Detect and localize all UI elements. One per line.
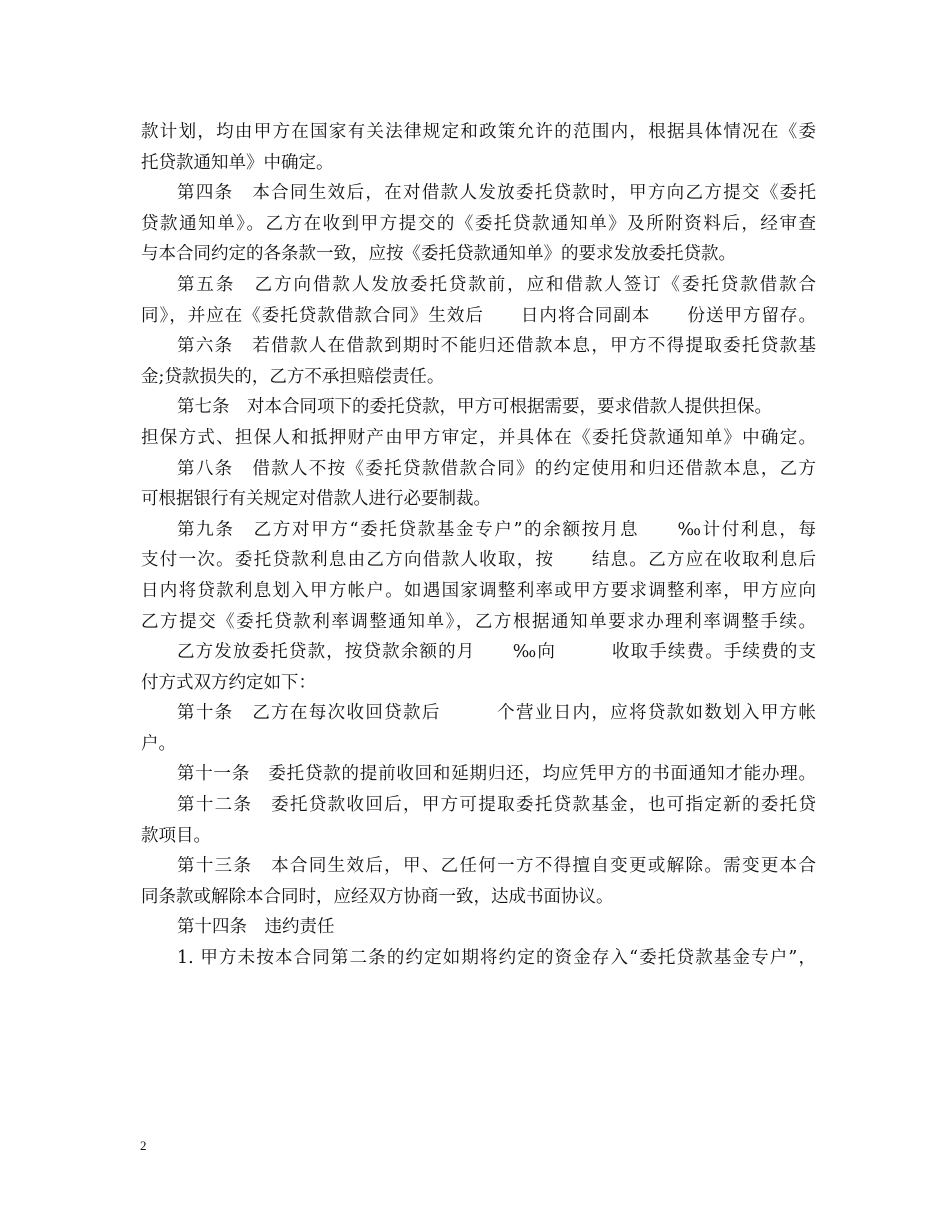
- text-line: 贷款通知单》。乙方在收到甲方提交的《委托贷款通知单》及所附资料后，经审查: [141, 213, 816, 234]
- article-14-heading: 第十四条 违约责任: [177, 917, 335, 938]
- text-line: 日内将贷款利息划入甲方帐户。如遇国家调整利率或甲方要求调整利率，甲方应向: [141, 580, 816, 601]
- article-8-line: 第八条 借款人不按《委托贷款借款合同》的约定使用和归还借款本息，乙方: [177, 458, 816, 479]
- article-9-line: 第九条 乙方对甲方“委托贷款基金专户”的余额按月息 ‰计付利息，每: [177, 519, 816, 540]
- fee-paragraph-line: 乙方发放委托贷款，按贷款余额的月 ‰向 收取手续费。手续费的支: [177, 642, 816, 663]
- text-line: 款计划，均由甲方在国家有关法律规定和政策允许的范围内，根据具体情况在《委: [141, 122, 816, 142]
- article-10-line: 第十条 乙方在每次收回贷款后 个营业日内，应将贷款如数划入甲方帐: [177, 703, 816, 724]
- article-6-line: 第六条 若借款人在借款到期时不能归还借款本息，甲方不得提取委托贷款基: [177, 336, 816, 357]
- text-line: 户。: [141, 733, 176, 754]
- article-4-line: 第四条 本合同生效后，在对借款人发放委托贷款时，甲方向乙方提交《委托: [177, 183, 816, 204]
- article-13-line: 第十三条 本合同生效后，甲、乙任何一方不得擅自变更或解除。需变更本合: [177, 856, 816, 877]
- text-line: 可根据银行有关规定对借款人进行必要制裁。: [141, 489, 491, 510]
- text-line: 付方式双方约定如下：: [141, 672, 316, 693]
- article-7-line: 第七条 对本合同项下的委托贷款，甲方可根据需要，要求借款人提供担保。: [177, 397, 772, 418]
- text-line: 同》，并应在《委托贷款借款合同》生效后 日内将合同副本 份送甲方留存。: [141, 305, 816, 326]
- article-14-item-1: 1. 甲方未按本合同第二条的约定如期将约定的资金存入“委托贷款基金专户”，: [177, 948, 816, 969]
- text-line: 款项目。: [141, 825, 211, 846]
- text-line: 支付一次。委托贷款利息由乙方向借款人收取，按 结息。乙方应在收取利息后: [141, 550, 816, 571]
- text-line: 乙方提交《委托贷款利率调整通知单》，乙方根据通知单要求办理利率调整手续。: [141, 611, 816, 632]
- contract-body: [141, 117, 816, 974]
- page-number: 2: [140, 1138, 147, 1153]
- text-line: 金;贷款损失的，乙方不承担赔偿责任。: [141, 366, 445, 387]
- article-5-line: 第五条 乙方向借款人发放委托贷款前，应和借款人签订《委托贷款借款合: [177, 274, 816, 295]
- article-12-line: 第十二条 委托贷款收回后，甲方可提取委托贷款基金，也可指定新的委托贷: [177, 795, 816, 816]
- article-11-line: 第十一条 委托贷款的提前收回和延期归还，均应凭甲方的书面通知才能办理。: [177, 764, 816, 785]
- text-line: 托贷款通知单》中确定。: [141, 152, 334, 173]
- text-line: 担保方式、担保人和抵押财产由甲方审定，并具体在《委托贷款通知单》中确定。: [141, 427, 816, 448]
- text-line: 同条款或解除本合同时，应经双方协商一致，达成书面协议。: [141, 886, 614, 907]
- text-line: 与本合同约定的各条款一致，应按《委托贷款通知单》的要求发放委托贷款。: [141, 244, 736, 265]
